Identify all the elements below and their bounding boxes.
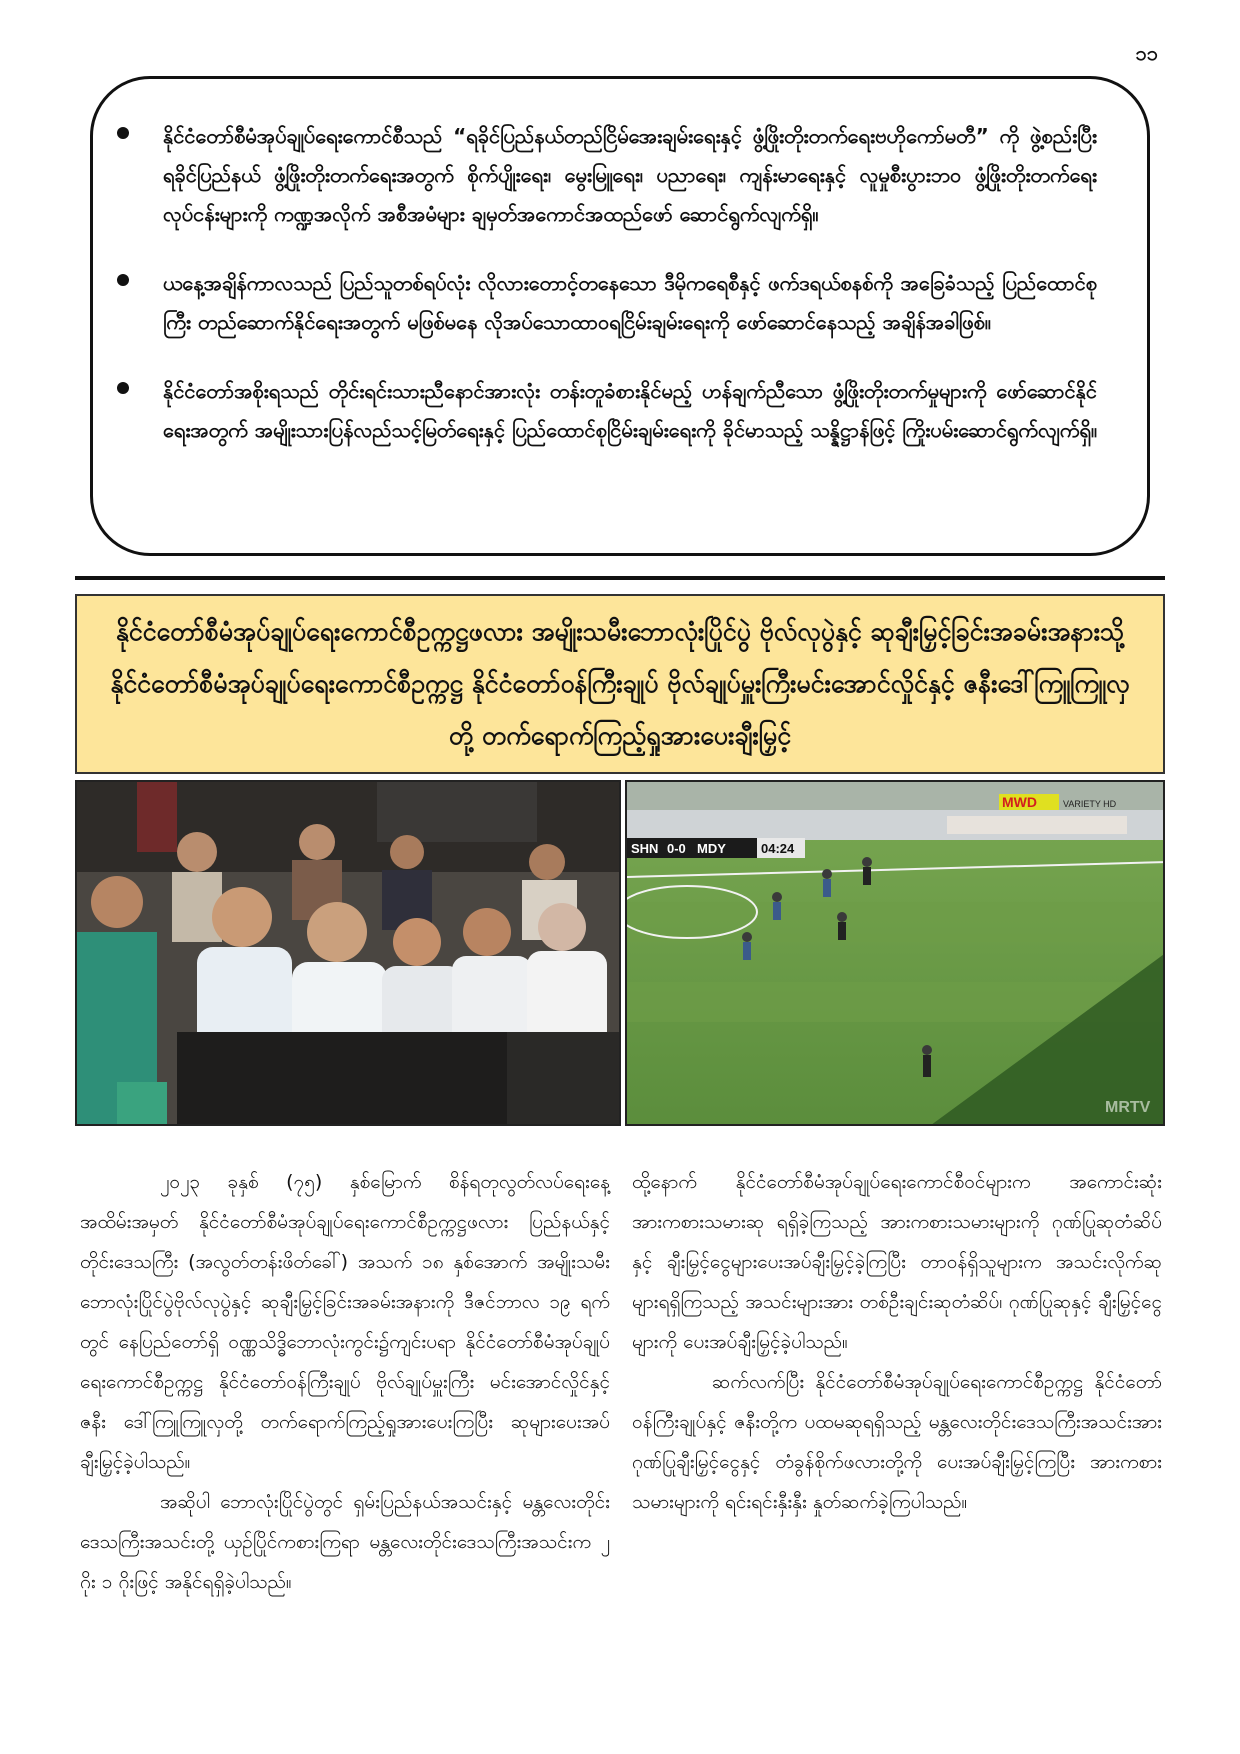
bullet-item [163, 117, 1097, 234]
photo-officials-stand [75, 780, 621, 1126]
paragraph: ဆက်လက်ပြီး နိုင်ငံတော်စီမံအုပ်ချုပ်ရေးကောင်စီဥက္ကဋ္ဌ နိုင်ငံတော်ဝန်ကြီးချုပ်နှင့် ဇနီးတို့က ပထမဆုရရှိသည့် မန္တလေးတိုင်းဒေသကြီးအသင်းအား ဂုဏ်ပြုချီးမြှင့်ငွေနှင့် တံခွန်စိုက်ဖလားတို့ကို ပေးအပ်ချီးမြှင့်ကြပြီး အားကစားသမားများကို ရင်းရင်းနှီးနှီး နှုတ်ဆက်ခဲ့ကြပါသည်။ [632, 1371, 1162, 1513]
match-broadcast-illustration [627, 782, 1165, 1126]
bullet-dot-icon [117, 127, 129, 139]
headline-text: နိုင်ငံတော်စီမံအုပ်ချုပ်ရေးကောင်စီဥက္ကဋ္ဌဖလား အမျိုးသမီးဘောလုံးပြိုင်ပွဲ ဗိုလ်လုပွဲနှင့် ဆုချီးမြှင့်ခြင်းအခမ်းအနားသို့ နိုင်ငံတော်စီမံအုပ်ချုပ်ရေးကောင်စီဥက္ကဋ္ဌ နိုင်ငံတော်ဝန်ကြီးချုပ် ဗိုလ်ချုပ်မှူးကြီးမင်းအောင်လှိုင်နှင့် ဇနီးဒေါ်ကြူကြူလှတို့ တက်ရောက်ကြည့်ရှုအားပေးချီးမြှင့် [110, 617, 1130, 750]
bullet-dot-icon [117, 382, 129, 394]
bullet-item [163, 372, 1097, 450]
bullet-text: ယနေ့အချိန်ကာလသည် ပြည်သူတစ်ရပ်လုံး လိုလားတောင့်တနေသော ဒီမိုကရေစီနှင့် ဖက်ဒရယ်စနစ်ကို အခြေခံသည့် ပြည်ထောင်စုကြီး တည်ဆောက်နိုင်ရေးအတွက် မဖြစ်မနေ လိုအပ်သောထာဝရငြိမ်းချမ်းရေးကို ဖော်ဆောင်နေသည့် အချိန်အခါဖြစ်။ [163, 271, 1097, 334]
paragraph: ထို့နောက် နိုင်ငံတော်စီမံအုပ်ချုပ်ရေးကောင်စီဝင်များက အကောင်းဆုံးအားကစားသမားဆု ရရှိခဲ့ကြသည့် အားကစားသမားများကို ဂုဏ်ပြုဆုတံဆိပ်နှင့် ချီးမြှင့်ငွေများပေးအပ်ချီးမြှင့်ခဲ့ကြပြီး တာဝန်ရှိသူများက အသင်းလိုက်ဆုများရရှိကြသည့် အသင်းများအား တစ်ဦးချင်းဆုတံဆိပ်၊ ဂုဏ်ပြုဆုနှင့် ချီးမြှင့်ငွေများကို ပေးအပ်ချီးမြှင့်ခဲ့ပါသည်။ [632, 1171, 1162, 1353]
paragraph: အဆိုပါ ဘောလုံးပြိုင်ပွဲတွင် ရှမ်းပြည်နယ်အသင်းနှင့် မန္တလေးတိုင်းဒေသကြီးအသင်းတို့ ယှဉ်ပြိုင်ကစားကြရာ မန္တလေးတိုင်းဒေသကြီးအသင်းက ၂ ဂိုး ၁ ဂိုးဖြင့် အနိုင်ရရှိခဲ့ပါသည်။ [80, 1491, 610, 1593]
officials-photo-illustration [77, 782, 621, 1126]
article-column-right [632, 1162, 1162, 1522]
bullet-text: နိုင်ငံတော်စီမံအုပ်ချုပ်ရေးကောင်စီသည် “ရခိုင်ပြည်နယ်တည်ငြိမ်အေးချမ်းရေးနှင့် ဖွံ့ဖြိုးတိုးတက်ရေးဗဟိုကော်မတီ” ကို ဖွဲ့စည်းပြီး ရခိုင်ပြည်နယ် ဖွံ့ဖြိုးတိုးတက်ရေးအတွက် စိုက်ပျိုးရေး၊ မွေးမြူရေး၊ ပညာရေး၊ ကျန်းမာရေးနှင့် လူမှုစီးပွားဘဝ ဖွံ့ဖြိုးတိုးတက်ရေးလုပ်ငန်းများကို ကဏ္ဍအလိုက် အစီအမံများ ချမှတ်အကောင်အထည်ဖော် ဆောင်ရွက်လျက်ရှိ။ [163, 124, 1097, 226]
home-team-code: SHN [631, 841, 659, 856]
match-clock: 04:24 [761, 841, 795, 856]
page-number: ၁၁ [1135, 41, 1158, 65]
paragraph: ၂၀၂၃ ခုနှစ် (၇၅) နှစ်မြောက် စိန်ရတုလွတ်လပ်ရေးနေ့အထိမ်းအမှတ် နိုင်ငံတော်စီမံအုပ်ချုပ်ရေးကောင်စီဥက္ကဋ္ဌဖလား ပြည်နယ်နှင့်တိုင်းဒေသကြီး (အလွတ်တန်းဖိတ်ခေါ်) အသက် ၁၈ နှစ်အောက် အမျိုးသမီးဘောလုံးပြိုင်ပွဲဗိုလ်လုပွဲနှင့် ဆုချီးမြှင့်ခြင်းအခမ်းအနားကို ဒီဇင်ဘာလ ၁၉ ရက်တွင် နေပြည်တော်ရှိ ဝဏ္ဏသိဒ္ဓိဘောလုံးကွင်း၌ကျင်းပရာ နိုင်ငံတော်စီမံအုပ်ချုပ်ရေးကောင်စီဥက္ကဋ္ဌ နိုင်ငံတော်ဝန်ကြီးချုပ် ဗိုလ်ချုပ်မှူးကြီး မင်းအောင်လှိုင်နှင့် ဇနီး ဒေါ်ကြူကြူလှတို့ တက်ရောက်ကြည့်ရှုအားပေးကြပြီး ဆုများပေးအပ်ချီးမြှင့်ခဲ့ပါသည်။ [80, 1171, 610, 1473]
match-score: 0-0 [667, 841, 686, 856]
headline-box [75, 594, 1165, 774]
away-team-code: MDY [697, 841, 726, 856]
photo-football-match [625, 780, 1165, 1126]
broadcaster-watermark: MRTV [1105, 1099, 1151, 1116]
section-divider [75, 576, 1165, 580]
bullet-item [163, 264, 1097, 342]
article-column-left [80, 1162, 610, 1602]
sponsor-subtitle: VARIETY HD [1063, 799, 1117, 809]
key-points-box [90, 76, 1150, 556]
bullet-dot-icon [117, 274, 129, 286]
bullet-text: နိုင်ငံတော်အစိုးရသည် တိုင်းရင်းသားညီနောင်အားလုံး တန်းတူခံစားနိုင်မည့် ဟန်ချက်ညီသော ဖွံ့ဖြိုးတိုးတက်မှုများကို ဖော်ဆောင်နိုင်ရေးအတွက် အမျိုးသားပြန်လည်သင့်မြတ်ရေးနှင့် ပြည်ထောင်စုငြိမ်းချမ်းရေးကို ခိုင်မာသည့် သန္နိဋ္ဌာန်ဖြင့် ကြိုးပမ်းဆောင်ရွက်လျက်ရှိ။ [163, 379, 1098, 442]
sponsor-logo: MWD [1002, 794, 1037, 810]
